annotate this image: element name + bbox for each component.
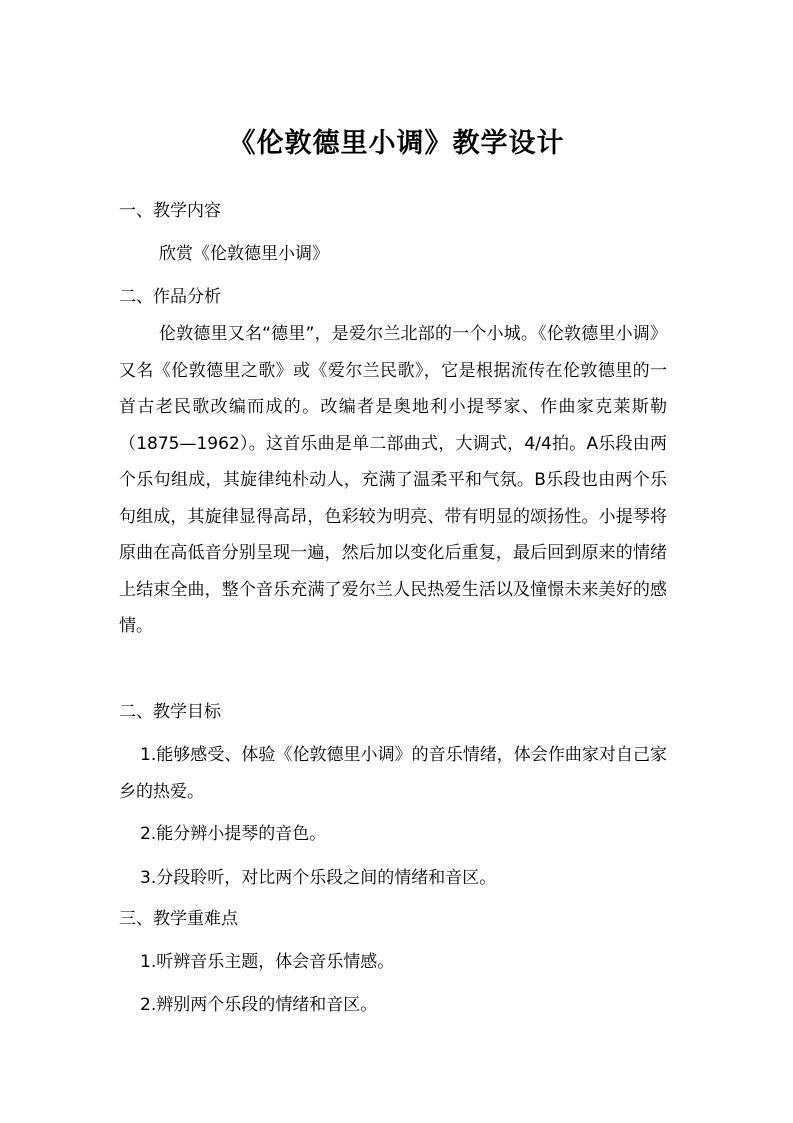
section-heading-key-difficulties: 三、教学重难点	[119, 909, 238, 929]
document-title: 《伦敦德里小调》教学设计	[228, 128, 565, 159]
section-heading-work-analysis: 二、作品分析	[119, 287, 221, 307]
teaching-goal-item-3: 3.分段聆听，对比两个乐段之间的情绪和音区。	[140, 868, 497, 888]
teaching-goal-item-1: 1.能够感受、体验《伦敦德里小调》的音乐情绪，体会作曲家对自己家乡的热爱。	[119, 745, 667, 802]
key-difficulty-item-2: 2.辨别两个乐段的情绪和音区。	[140, 995, 378, 1015]
section-heading-teaching-goals: 二、教学目标	[119, 702, 221, 722]
key-difficulty-item-1: 1.听辨音乐主题，体会音乐情感。	[140, 952, 395, 972]
teaching-content-text: 欣赏《伦敦德里小调》	[159, 244, 329, 264]
teaching-goal-item-2: 2.能分辨小提琴的音色。	[140, 824, 327, 844]
work-analysis-paragraph: 伦敦德里又名“德里”，是爱尔兰北部的一个小城。《伦敦德里小调》又名《伦敦德里之歌》或《爱尔兰民歌》，它是根据流传在伦敦德里的一首古老民歌改编而成的。改编者是奥地利小提琴家、作曲家克莱斯勒（1875—1962）。这首乐曲是单二部曲式，大调式，4/4拍。A乐段由两个乐句组成，其旋律纯朴动人，充满了温柔平和气氛。B乐段也由两个乐句组成，其旋律显得高昂，色彩较为明亮、带有明显的颂扬性。小提琴将原曲在高低音分别呈现一遍，然后加以变化后重复，最后回到原来的情绪上结束全曲，整个音乐充满了爱尔兰人民热爱生活以及憧憬未来美好的感情。	[119, 324, 667, 636]
section-heading-teaching-content: 一、教学内容	[119, 201, 221, 221]
